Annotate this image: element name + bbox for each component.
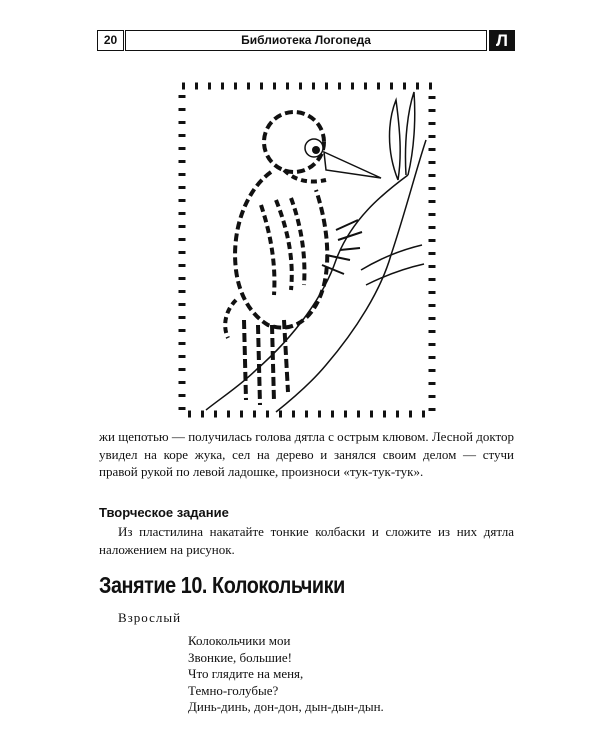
- dotted-frame: [182, 86, 432, 414]
- poem-line: Звонкие, большие!: [188, 649, 292, 665]
- woodpecker-illustration: [176, 80, 438, 420]
- lesson-title: Занятие 10. Колокольчики: [99, 572, 345, 598]
- poem: [188, 633, 384, 716]
- paragraph-task: Из пластилина накатайте тонкие колбаски и сложите из них дятла наложением на рисунок.: [99, 524, 514, 557]
- woodpecker-lower-wing: [225, 300, 236, 338]
- tree-trunk-right-edge: [276, 140, 426, 412]
- creative-task-heading: Творческое задание: [99, 505, 229, 520]
- series-logo: Л: [489, 30, 515, 51]
- header-title: Библиотека Логопеда: [241, 33, 371, 47]
- woodpecker-beak: [324, 152, 381, 178]
- woodpecker-tail: [244, 320, 288, 405]
- speaker-label: Взрослый: [118, 610, 182, 625]
- leaf-1: [405, 92, 414, 175]
- poem-line: Что глядите на меня,: [188, 666, 304, 681]
- poem-line: Динь-динь, дон-дон, дын-дын-дын.: [188, 699, 384, 714]
- paragraph-woodpecker: жи щепотью — получилась голова дятла с острым клювом. Лесной доктор увидел на коре жука, сел на дерево и занялся своим делом — стучи правой рукой по левой ладошке, произноси «тук-тук-тук».: [99, 429, 514, 479]
- page-header: [97, 30, 515, 51]
- header-title-box: [125, 30, 487, 51]
- woodpecker-wing: [261, 198, 304, 295]
- page-number: 20: [97, 30, 124, 51]
- woodpecker-dashed-outline-icon: [176, 80, 438, 420]
- tree-trunk-left-edge: [206, 175, 408, 410]
- woodpecker-pupil: [312, 146, 320, 154]
- poem-line: Колокольчики мои: [188, 633, 291, 648]
- leaf-2: [390, 100, 401, 180]
- poem-line: Темно-голубые?: [188, 682, 279, 698]
